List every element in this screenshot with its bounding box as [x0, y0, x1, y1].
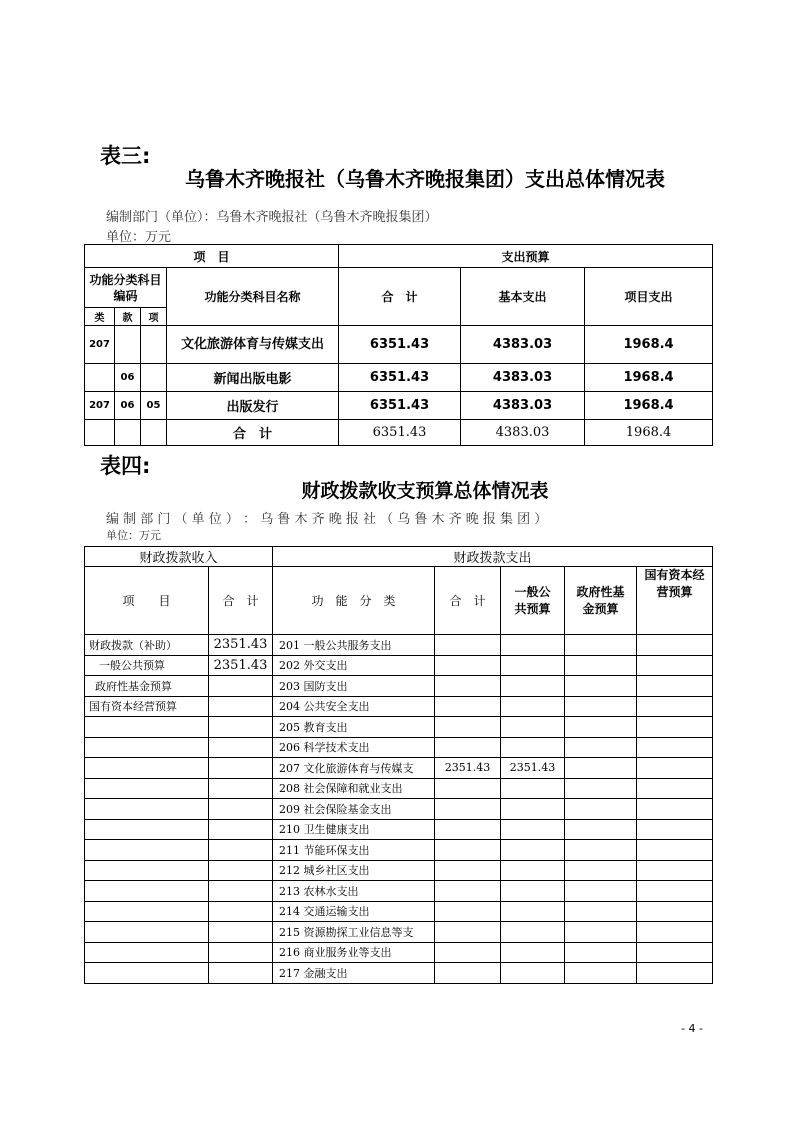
cell-total: 6351.43	[339, 364, 461, 392]
cell-item: 国有资本经营预算	[85, 696, 209, 717]
header-total2: 合 计	[435, 567, 501, 635]
table-row	[85, 840, 713, 861]
cell-total	[435, 860, 501, 881]
cell-general	[501, 881, 565, 902]
cell-fund	[565, 717, 637, 738]
header-total: 合 计	[209, 567, 273, 635]
cell-state	[637, 717, 713, 738]
cell-func: 207 文化旅游体育与传媒支	[273, 758, 435, 779]
cell-amount	[209, 737, 273, 758]
header-basic: 基本支出	[461, 268, 585, 326]
table-row	[85, 676, 713, 697]
sum-basic: 4383.03	[461, 420, 585, 446]
cell-amount	[209, 799, 273, 820]
cell-func: 201 一般公共服务支出	[273, 635, 435, 656]
cell-func: 217 金融支出	[273, 963, 435, 984]
cell-fund	[565, 676, 637, 697]
cell-state	[637, 840, 713, 861]
cell-fund	[565, 819, 637, 840]
header-income: 财政拨款收入	[85, 547, 273, 567]
table3-label: 表三:	[100, 144, 151, 168]
header-name: 功能分类科目名称	[167, 268, 339, 326]
table4	[84, 546, 713, 984]
page-number: - 4 -	[681, 1022, 703, 1035]
table4-dept: 编 制 部 门 （ 单 位 ） ： 乌 鲁 木 齐 晚 报 社 （ 乌 鲁 木 齐 晚 报 集 团 ）	[106, 512, 548, 527]
cell-func: 210 卫生健康支出	[273, 819, 435, 840]
sum-label: 合 计	[167, 420, 339, 446]
header-state: 国有资本经营预算	[637, 567, 713, 635]
header-fund: 政府性基金预算	[565, 567, 637, 635]
cell-amount	[209, 819, 273, 840]
table-row	[85, 881, 713, 902]
cell-item	[85, 717, 209, 738]
cell-state	[637, 676, 713, 697]
cell-item	[85, 799, 209, 820]
cell-basic: 4383.03	[461, 364, 585, 392]
cell-general	[501, 840, 565, 861]
table-sum-row	[85, 420, 713, 446]
cell-total	[435, 922, 501, 943]
cell-item	[85, 778, 209, 799]
table-row	[85, 717, 713, 738]
table4-unit: 单位：万元	[106, 529, 161, 542]
table-row	[85, 942, 713, 963]
cell-kuan: 06	[115, 364, 141, 392]
cell-amount: 2351.43	[209, 635, 273, 656]
table4-label: 表四:	[100, 454, 151, 478]
cell-total	[435, 737, 501, 758]
table-row	[85, 758, 713, 779]
cell-amount	[209, 881, 273, 902]
cell-fund	[565, 696, 637, 717]
cell-item	[85, 922, 209, 943]
cell-item	[85, 758, 209, 779]
cell-amount	[209, 963, 273, 984]
cell-total	[435, 778, 501, 799]
cell-xiang	[141, 326, 167, 364]
header-project: 项目支出	[585, 268, 713, 326]
cell-project: 1968.4	[585, 392, 713, 420]
table-row	[85, 860, 713, 881]
cell-project: 1968.4	[585, 326, 713, 364]
cell-fund	[565, 840, 637, 861]
header-budget: 支出预算	[339, 245, 713, 268]
cell-total	[435, 881, 501, 902]
cell-lei	[85, 364, 115, 392]
header-func: 功 能 分 类	[273, 567, 435, 635]
table-row	[85, 635, 713, 656]
cell-fund	[565, 922, 637, 943]
cell-total	[435, 963, 501, 984]
cell-func: 206 科学技术支出	[273, 737, 435, 758]
cell-total: 6351.43	[339, 326, 461, 364]
cell-general	[501, 655, 565, 676]
cell-basic: 4383.03	[461, 392, 585, 420]
sum-total: 6351.43	[339, 420, 461, 446]
cell-name: 新闻出版电影	[167, 364, 339, 392]
cell-item	[85, 840, 209, 861]
cell-state	[637, 901, 713, 922]
cell-func: 214 交通运输支出	[273, 901, 435, 922]
cell-state	[637, 881, 713, 902]
cell-total	[435, 635, 501, 656]
cell-total: 2351.43	[435, 758, 501, 779]
cell-state	[637, 942, 713, 963]
cell-state	[637, 758, 713, 779]
cell-project: 1968.4	[585, 364, 713, 392]
table-row	[85, 799, 713, 820]
table4-body	[85, 635, 713, 984]
cell-general	[501, 737, 565, 758]
cell-total	[435, 942, 501, 963]
table-row	[85, 819, 713, 840]
cell-general	[501, 819, 565, 840]
cell-amount	[209, 860, 273, 881]
cell-total	[435, 901, 501, 922]
table-row	[85, 778, 713, 799]
cell-state	[637, 696, 713, 717]
table-row	[85, 901, 713, 922]
header-item: 项 目	[85, 245, 339, 268]
cell-fund	[565, 655, 637, 676]
cell-item: 一般公共预算	[85, 655, 209, 676]
cell-item	[85, 942, 209, 963]
cell-func: 209 社会保险基金支出	[273, 799, 435, 820]
cell-fund	[565, 635, 637, 656]
cell-name: 出版发行	[167, 392, 339, 420]
cell-general	[501, 963, 565, 984]
table-row	[85, 364, 713, 392]
cell-amount	[209, 840, 273, 861]
cell-func: 204 公共安全支出	[273, 696, 435, 717]
cell-amount	[209, 758, 273, 779]
cell-amount	[209, 778, 273, 799]
cell-fund	[565, 881, 637, 902]
cell-fund	[565, 860, 637, 881]
table-row	[85, 737, 713, 758]
cell-general	[501, 942, 565, 963]
table4-title: 财政拨款收支预算总体情况表	[301, 480, 549, 502]
cell-item	[85, 901, 209, 922]
cell-total: 6351.43	[339, 392, 461, 420]
cell-func: 202 外交支出	[273, 655, 435, 676]
cell-amount	[209, 696, 273, 717]
cell-item	[85, 963, 209, 984]
cell-general	[501, 922, 565, 943]
cell-total	[435, 840, 501, 861]
table-row	[85, 922, 713, 943]
cell-func: 213 农林水支出	[273, 881, 435, 902]
cell-amount	[209, 901, 273, 922]
cell-state	[637, 963, 713, 984]
header-general: 一般公共预算	[501, 567, 565, 635]
cell-state	[637, 635, 713, 656]
cell-general: 2351.43	[501, 758, 565, 779]
cell-general	[501, 635, 565, 656]
cell-fund	[565, 799, 637, 820]
header-xiang: 项	[141, 308, 167, 326]
table-row	[85, 326, 713, 364]
cell-lei: 207	[85, 392, 115, 420]
cell-kuan: 06	[115, 392, 141, 420]
cell-total	[435, 676, 501, 697]
cell-xiang: 05	[141, 392, 167, 420]
cell-state	[637, 922, 713, 943]
cell-amount	[209, 676, 273, 697]
header-total: 合 计	[339, 268, 461, 326]
cell-func: 208 社会保障和就业支出	[273, 778, 435, 799]
cell-general	[501, 778, 565, 799]
cell-total	[435, 655, 501, 676]
cell-total	[435, 717, 501, 738]
cell-general	[501, 676, 565, 697]
table3-title: 乌鲁木齐晚报社（乌鲁木齐晚报集团）支出总体情况表	[185, 167, 665, 191]
cell-fund	[565, 942, 637, 963]
cell-total	[435, 696, 501, 717]
cell-func: 205 教育支出	[273, 717, 435, 738]
cell-fund	[565, 737, 637, 758]
header-item: 项 目	[85, 567, 209, 635]
cell-amount: 2351.43	[209, 655, 273, 676]
table-row	[85, 392, 713, 420]
table3-unit: 单位：万元	[106, 230, 172, 245]
cell-func: 216 商业服务业等支出	[273, 942, 435, 963]
header-expense: 财政拨款支出	[273, 547, 713, 567]
cell-fund	[565, 963, 637, 984]
cell-amount	[209, 717, 273, 738]
table-row	[85, 655, 713, 676]
cell-item	[85, 881, 209, 902]
cell-state	[637, 799, 713, 820]
cell-general	[501, 799, 565, 820]
cell-general	[501, 901, 565, 922]
table3-dept: 编制部门（单位）：乌鲁木齐晚报社（乌鲁木齐晚报集团）	[106, 210, 438, 225]
cell-total	[435, 819, 501, 840]
cell-func: 211 节能环保支出	[273, 840, 435, 861]
sum-project: 1968.4	[585, 420, 713, 446]
cell-general	[501, 696, 565, 717]
header-code: 功能分类科目编码	[85, 268, 167, 308]
header-kuan: 款	[115, 308, 141, 326]
cell-general	[501, 717, 565, 738]
cell-item	[85, 819, 209, 840]
table-row	[85, 963, 713, 984]
cell-item: 财政拨款（补助）	[85, 635, 209, 656]
cell-item	[85, 737, 209, 758]
cell-amount	[209, 942, 273, 963]
cell-func: 212 城乡社区支出	[273, 860, 435, 881]
cell-fund	[565, 758, 637, 779]
cell-state	[637, 819, 713, 840]
header-lei: 类	[85, 308, 115, 326]
cell-amount	[209, 922, 273, 943]
cell-item	[85, 860, 209, 881]
cell-func: 203 国防支出	[273, 676, 435, 697]
cell-fund	[565, 778, 637, 799]
cell-state	[637, 778, 713, 799]
cell-general	[501, 860, 565, 881]
cell-total	[435, 799, 501, 820]
table-row	[85, 696, 713, 717]
cell-basic: 4383.03	[461, 326, 585, 364]
cell-func: 215 资源勘探工业信息等支	[273, 922, 435, 943]
cell-xiang	[141, 364, 167, 392]
cell-item: 政府性基金预算	[85, 676, 209, 697]
cell-state	[637, 860, 713, 881]
cell-state	[637, 737, 713, 758]
cell-state	[637, 655, 713, 676]
cell-kuan	[115, 326, 141, 364]
table3	[84, 244, 713, 446]
cell-lei: 207	[85, 326, 115, 364]
cell-name: 文化旅游体育与传媒支出	[167, 326, 339, 364]
cell-fund	[565, 901, 637, 922]
